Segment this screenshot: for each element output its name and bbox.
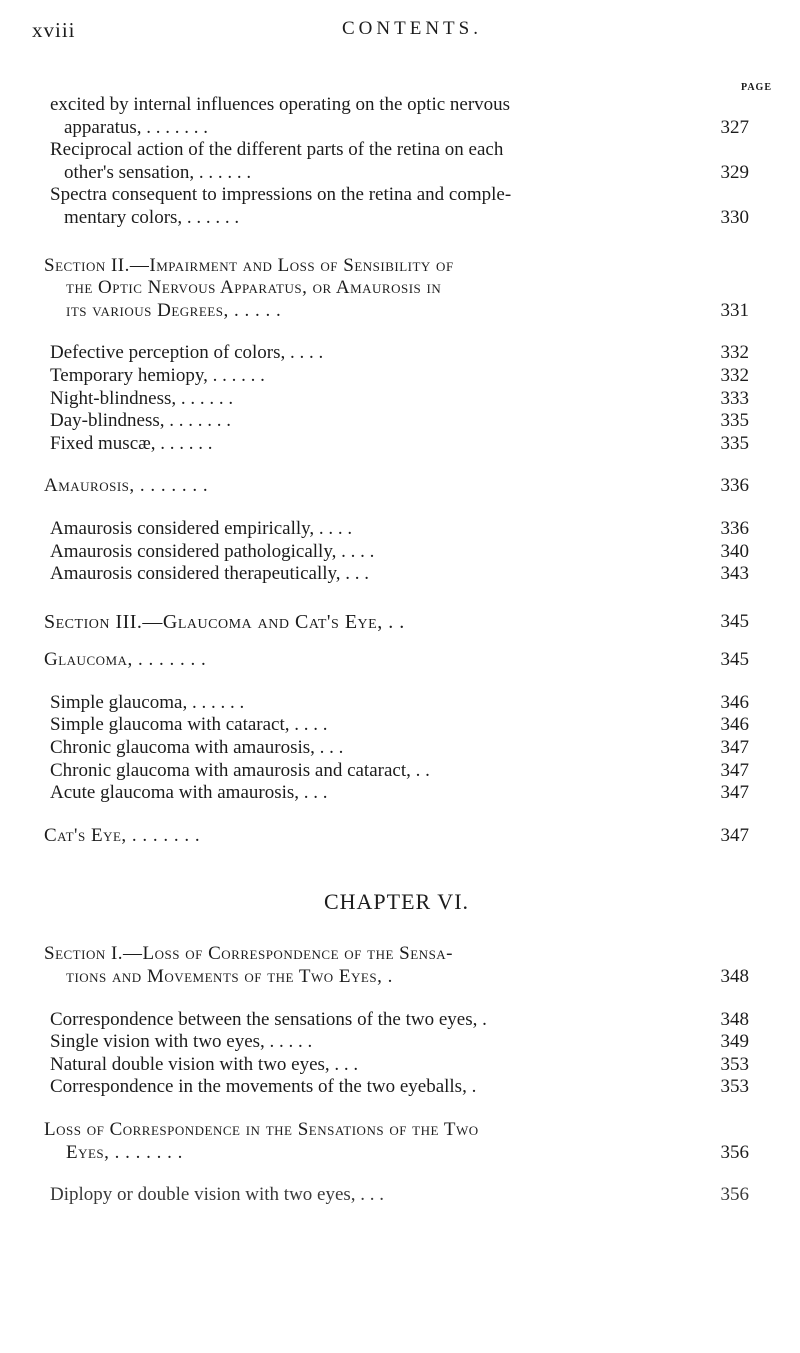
- toc-entry: Amaurosis considered therapeutically, . . . 343: [50, 563, 749, 585]
- page-number: 348: [720, 1008, 749, 1030]
- page-number: 329: [720, 161, 749, 183]
- toc-entry: Correspondence between the sensations of the two eyes, . 348: [50, 1008, 749, 1030]
- running-head: CONTENTS.: [342, 18, 482, 39]
- toc-entry: Chronic glaucoma with amaurosis, . . . 347: [50, 737, 749, 759]
- page-number: 348: [720, 966, 749, 988]
- page-number: 347: [720, 737, 749, 759]
- subsection-heading: Amaurosis, . . . . . . . 336: [44, 475, 749, 497]
- toc-entry: Single vision with two eyes, . . . . . 349: [50, 1031, 749, 1053]
- page-number: 349: [720, 1031, 749, 1053]
- subsection-heading: Cat's Eye, . . . . . . . 347: [44, 824, 749, 846]
- page-number: 335: [720, 432, 749, 454]
- toc-entry: Temporary hemiopy, . . . . . . 332: [50, 364, 749, 386]
- section-heading: Section I.—Loss of Correspondence of the Sensa- tions and Movements of the Two Eyes, . 348: [44, 943, 749, 988]
- toc-entry: Amaurosis considered pathologically, . . . . 340: [50, 540, 749, 562]
- page-number: 346: [720, 714, 749, 736]
- toc-entry: Fixed muscæ, . . . . . . 335: [50, 432, 749, 454]
- section-heading: Section II.—Impairment and Loss of Sensibility of the Optic Nervous Apparatus, or Amaurosis in its various Degrees, . . . . . 331: [44, 254, 749, 321]
- page-column-label: PAGE: [740, 82, 772, 93]
- chapter-heading: CHAPTER VI.: [323, 889, 470, 915]
- toc-entry: Spectra consequent to impressions on the retina and comple- mentary colors, . . . . . . 330: [50, 184, 749, 228]
- page-number: 327: [720, 116, 749, 138]
- toc-entry: Day-blindness, . . . . . . . 335: [50, 410, 749, 432]
- page-number: 347: [720, 782, 749, 804]
- page-number: 340: [720, 540, 749, 562]
- page-number: 347: [720, 824, 749, 846]
- toc-entry: Natural double vision with two eyes, . . . 353: [50, 1053, 749, 1075]
- toc-entry: Simple glaucoma, . . . . . . 346: [50, 691, 749, 713]
- page-number: 332: [720, 342, 749, 364]
- toc-entry: Reciprocal action of the different parts of the retina on each other's sensation, . . . . . . 329: [50, 139, 749, 183]
- toc-entry: Diplopy or double vision with two eyes, . . . 356: [50, 1184, 749, 1206]
- section-heading: Section III.—Glaucoma and Cat's Eye, . . 345: [44, 610, 749, 633]
- toc-entry: Acute glaucoma with amaurosis, . . . 347: [50, 782, 749, 804]
- page-number: 331: [720, 299, 749, 321]
- page-number: 343: [720, 563, 749, 585]
- page-number: 345: [720, 610, 749, 632]
- page-number: 347: [720, 759, 749, 781]
- page-number: 356: [720, 1184, 749, 1206]
- subsection-heading: Loss of Correspondence in the Sensations of the Two Eyes, . . . . . . . 356: [44, 1119, 749, 1163]
- subsection-heading: Glaucoma, . . . . . . . 345: [44, 649, 749, 671]
- toc-entry: excited by internal influences operating on the optic nervous apparatus, . . . . . . . 327: [50, 94, 749, 138]
- page-number: 353: [720, 1076, 749, 1098]
- toc-body: [44, 94, 749, 1207]
- page-number: 330: [720, 206, 749, 228]
- toc-entry: Night-blindness, . . . . . . 333: [50, 387, 749, 409]
- page-number: 346: [720, 691, 749, 713]
- toc-entry: Correspondence in the movements of the two eyeballs, . 353: [50, 1076, 749, 1098]
- page-number: 332: [720, 364, 749, 386]
- page-number: 335: [720, 410, 749, 432]
- page-number: 345: [720, 649, 749, 671]
- page-number: 353: [720, 1053, 749, 1075]
- toc-entry: Chronic glaucoma with amaurosis and cataract, . . 347: [50, 759, 749, 781]
- toc-entry: Defective perception of colors, . . . . 332: [50, 342, 749, 364]
- page-number: 356: [720, 1141, 749, 1163]
- page-header: [32, 12, 772, 93]
- toc-entry: Simple glaucoma with cataract, . . . . 346: [50, 714, 749, 736]
- page-folio: xviii: [32, 18, 76, 42]
- page-number: 333: [720, 387, 749, 409]
- page-number: 336: [720, 517, 749, 539]
- page-number: 336: [720, 475, 749, 497]
- toc-entry: Amaurosis considered empirically, . . . . 336: [50, 517, 749, 539]
